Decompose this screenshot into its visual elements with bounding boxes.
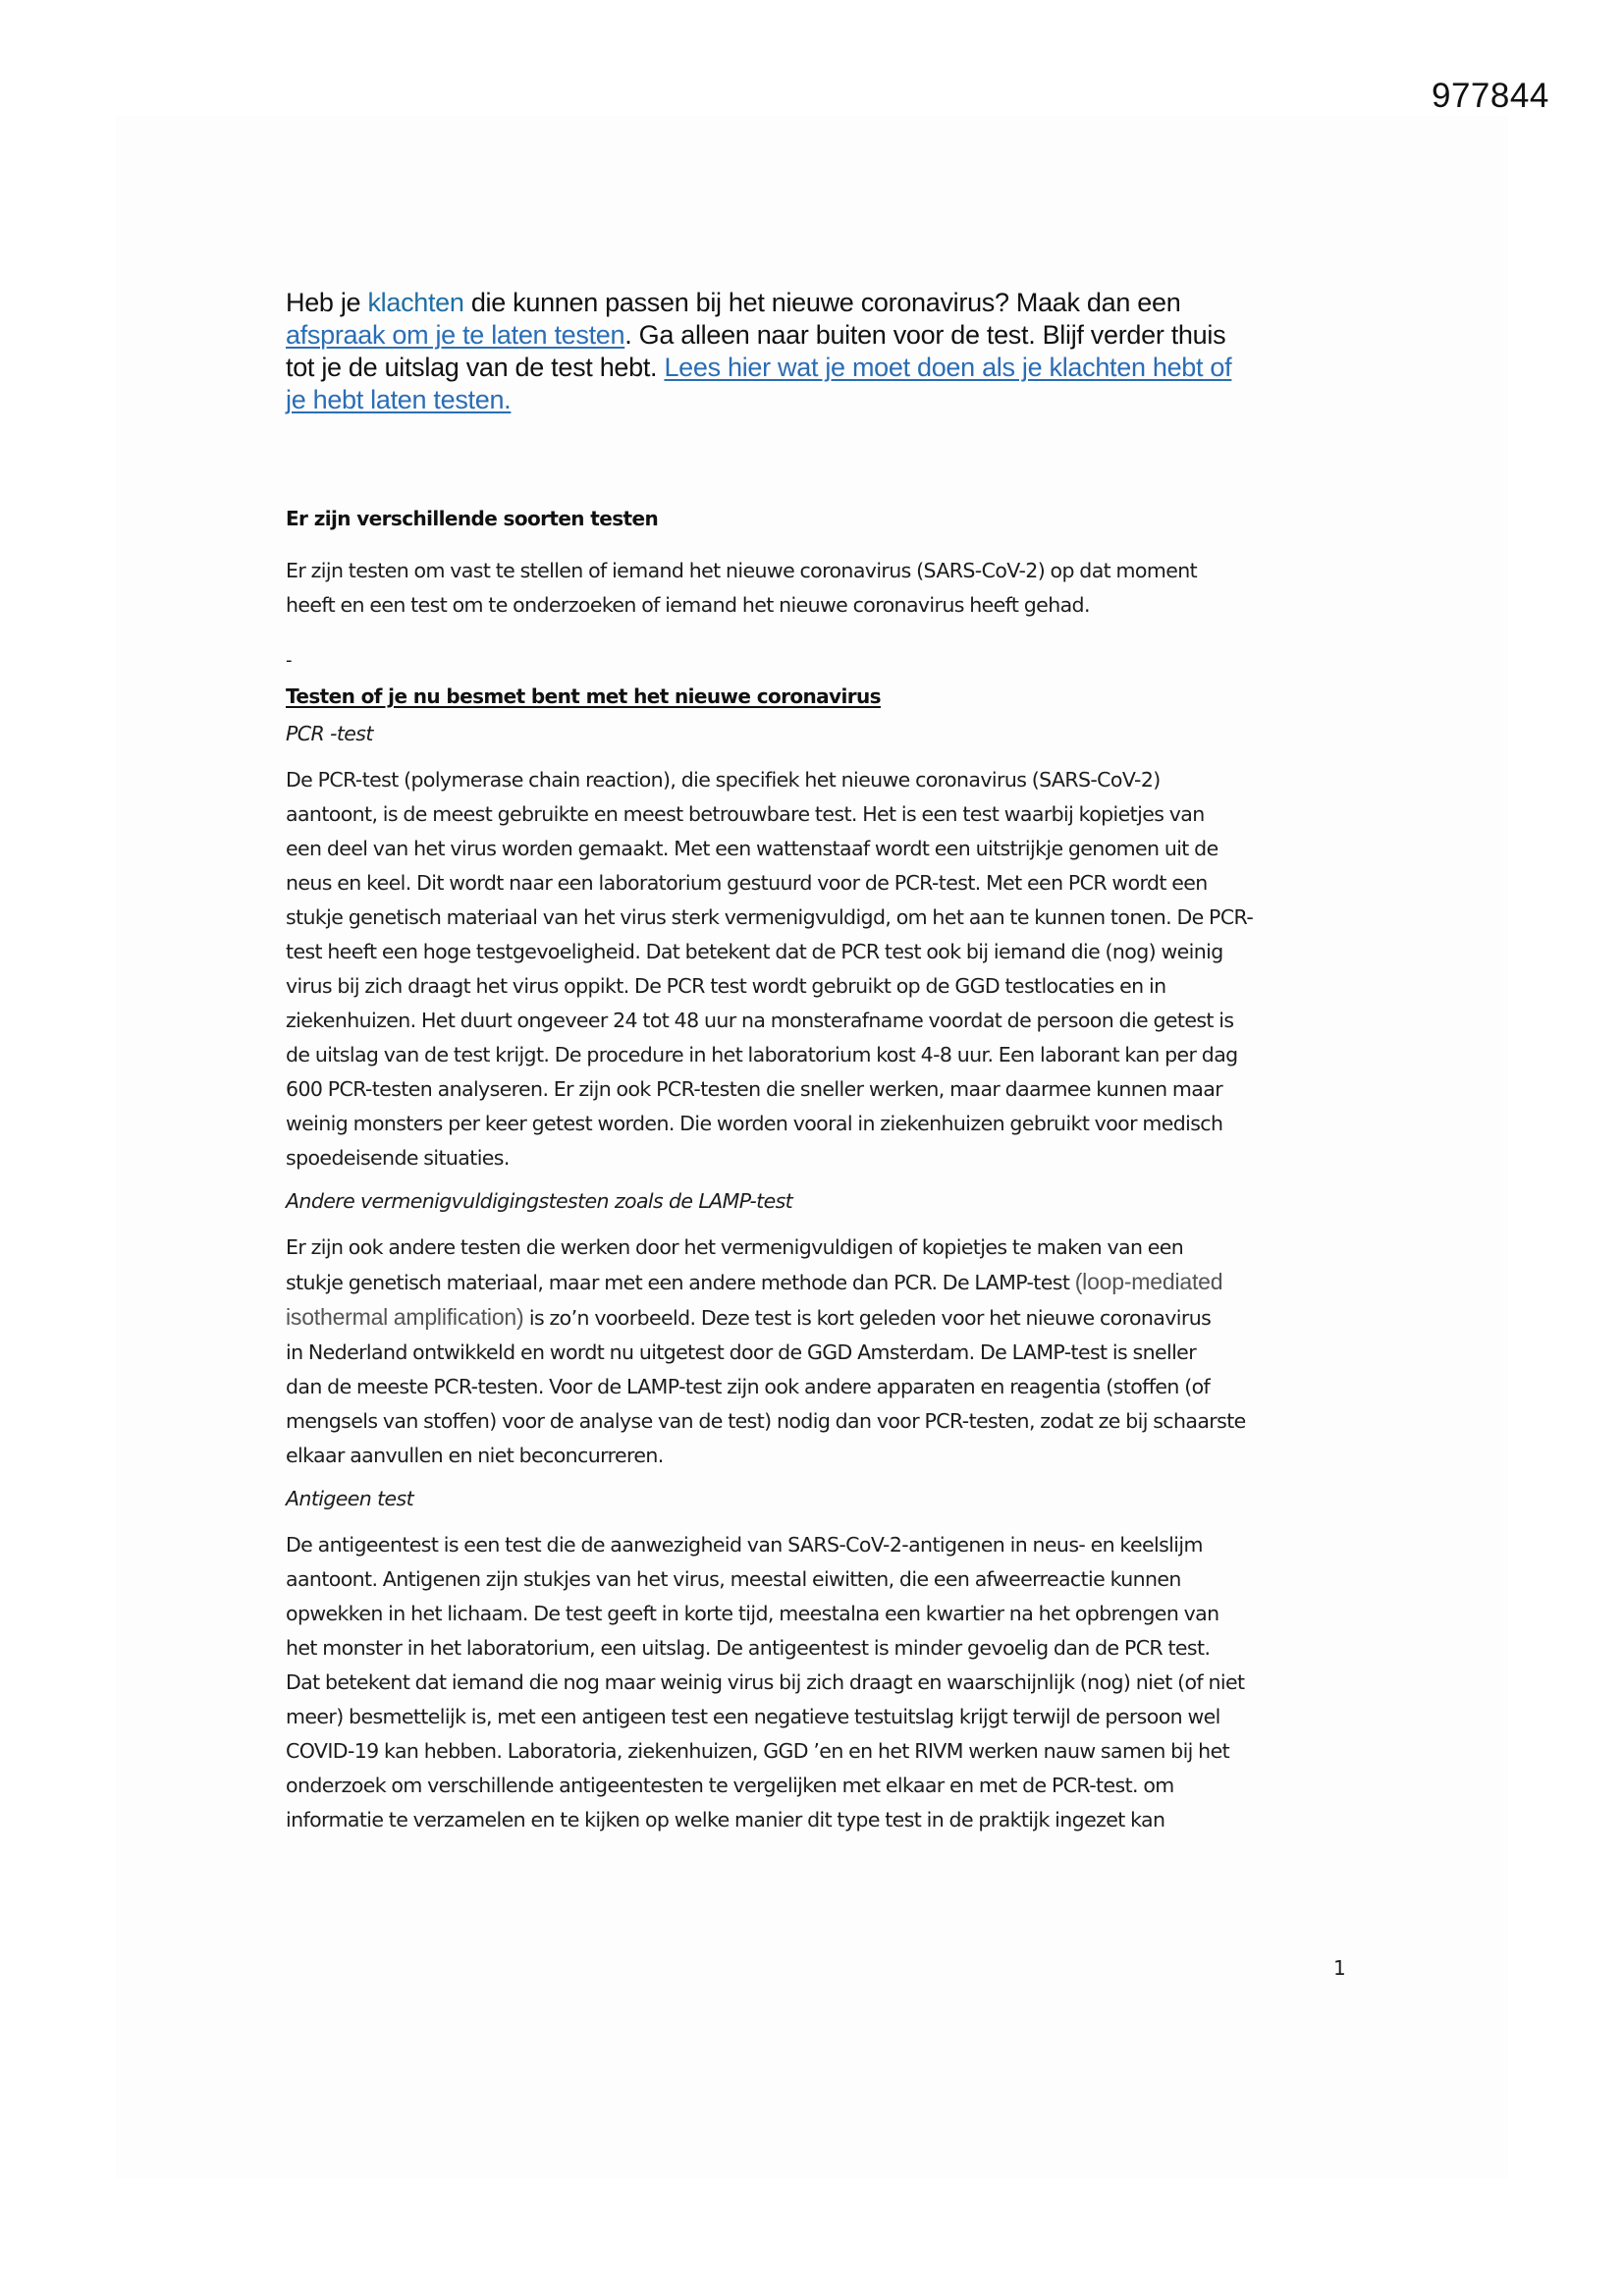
subheading-antigeen-test: Antigeen test [286, 1487, 414, 1510]
intro-text: Heb je [286, 288, 368, 317]
text-line: de uitslag van de test krijgt. De procedure in het laboratorium kost 4-8 uur. Een laborant kan per dag [286, 1043, 1238, 1066]
page-number: 1 [1333, 1956, 1346, 1980]
lamp-acronym-expansion: (loop-mediated [1074, 1269, 1223, 1294]
section-heading-besmet: Testen of je nu besmet bent met het nieuwe coronavirus [286, 684, 881, 708]
lamp-paragraph [286, 1230, 1366, 1473]
text-line: ziekenhuizen. Het duurt ongeveer 24 tot 48 uur na monsterafname voordat de persoon die getest is [286, 1009, 1234, 1032]
antigeen-paragraph [286, 1528, 1366, 1837]
lamp-acronym-expansion: isothermal amplification) [286, 1304, 524, 1330]
text-line: stukje genetisch materiaal van het virus sterk vermenigvuldigd, om het aan te kunnen tonen. De PCR- [286, 905, 1254, 929]
text-line: onderzoek om verschillende antigeentesten te vergelijken met elkaar en met de PCR-test. om [286, 1774, 1174, 1797]
text-line: COVID-19 kan hebben. Laboratoria, ziekenhuizen, GGD ’en en het RIVM werken nauw samen bij het [286, 1739, 1230, 1763]
text-line: spoedeisende situaties. [286, 1146, 510, 1170]
link-lees-hier-cont[interactable]: je hebt laten testen. [286, 385, 512, 414]
text-line: het monster in het laboratorium, een uitslag. De antigeentest is minder gevoelig dan de PCR test. [286, 1636, 1211, 1660]
text-line: neus en keel. Dit wordt naar een laboratorium gestuurd voor de PCR-test. Met een PCR wordt een [286, 871, 1208, 895]
section-paragraph [286, 554, 1366, 623]
text-line: weinig monsters per keer getest worden. Die worden vooral in ziekenhuizen gebruikt voor medisch [286, 1112, 1223, 1135]
subheading-pcr-test: PCR -test [286, 722, 373, 745]
link-lees-hier[interactable]: Lees hier wat je moet doen als je klachten hebt of [664, 353, 1232, 382]
text-line: 600 PCR-testen analyseren. Er zijn ook PCR-testen die sneller werken, maar daarmee kunnen maar [286, 1077, 1223, 1101]
document-body [286, 287, 1366, 1837]
text-line [286, 1265, 1366, 1300]
intro-text: die kunnen passen bij het nieuwe coronavirus? Maak dan een [463, 288, 1181, 317]
text-line: De PCR-test (polymerase chain reaction), die specifiek het nieuwe coronavirus (SARS-CoV-2) [286, 768, 1161, 792]
text-fragment: is zo’n voorbeeld. Deze test is kort geleden voor het nieuwe coronavirus [523, 1306, 1212, 1330]
text-line: heeft en een test om te onderzoeken of iemand het nieuwe coronavirus heeft gehad. [286, 593, 1090, 617]
document-id-stamp: 977844 [1432, 77, 1549, 115]
text-line: Er zijn ook andere testen die werken door het vermenigvuldigen of kopietjes te maken van een [286, 1235, 1184, 1259]
intro-text: . Ga alleen naar buiten voor de test. Blijf verder thuis [624, 320, 1226, 350]
intro-paragraph [286, 287, 1366, 416]
text-line: mengsels van stoffen) voor de analyse van de test) nodig dan voor PCR-testen, zodat ze bij schaarste [286, 1409, 1246, 1433]
text-line: meer) besmettelijk is, met een antigeen test een negatieve testuitslag krijgt terwijl de persoon wel [286, 1705, 1220, 1728]
link-afspraak-testen[interactable]: afspraak om je te laten testen [286, 320, 625, 350]
text-line: informatie te verzamelen en te kijken op welke manier dit type test in de praktijk ingezet kan [286, 1808, 1165, 1831]
intro-text: tot je de uitslag van de test hebt. [286, 353, 665, 382]
text-line: aantoont, is de meest gebruikte en meest betrouwbare test. Het is een test waarbij kopietjes van [286, 802, 1205, 826]
text-line: een deel van het virus worden gemaakt. Met een wattenstaaf wordt een uitstrijkje genomen uit de [286, 837, 1218, 860]
stray-dash: - [286, 650, 293, 671]
text-line: test heeft een hoge testgevoeligheid. Dat betekent dat de PCR test ook bij iemand die (nog) weinig [286, 940, 1223, 963]
text-line: De antigeentest is een test die de aanwezigheid van SARS-CoV-2-antigenen in neus- en keelslijm [286, 1533, 1203, 1557]
text-line: in Nederland ontwikkeld en wordt nu uitgetest door de GGD Amsterdam. De LAMP-test is sneller [286, 1340, 1197, 1364]
text-line: Dat betekent dat iemand die nog maar weinig virus bij zich draagt en waarschijnlijk (nog) niet (of niet [286, 1670, 1245, 1694]
text-line: elkaar aanvullen en niet beconcurreren. [286, 1444, 664, 1467]
text-line: dan de meeste PCR-testen. Voor de LAMP-test zijn ook andere apparaten en reagentia (stoffen (of [286, 1375, 1211, 1398]
text-line: Er zijn testen om vast te stellen of iemand het nieuwe coronavirus (SARS-CoV-2) op dat moment [286, 559, 1198, 582]
pcr-paragraph [286, 763, 1366, 1175]
text-line: opwekken in het lichaam. De test geeft in korte tijd, meestalna een kwartier na het opbrengen van [286, 1602, 1219, 1625]
text-line: aantoont. Antigenen zijn stukjes van het virus, meestal eiwitten, die een afweerreactie kunnen [286, 1567, 1181, 1591]
text-line [286, 1300, 1366, 1336]
text-fragment: stukje genetisch materiaal, maar met een andere methode dan PCR. De LAMP-test [286, 1271, 1075, 1294]
subheading-lamp-test: Andere vermenigvuldigingstesten zoals de LAMP-test [286, 1189, 793, 1213]
section-heading-soorten-testen: Er zijn verschillende soorten testen [286, 507, 659, 530]
text-line: virus bij zich draagt het virus oppikt. De PCR test wordt gebruikt op de GGD testlocaties en in [286, 974, 1166, 998]
link-klachten[interactable]: klachten [367, 288, 464, 317]
